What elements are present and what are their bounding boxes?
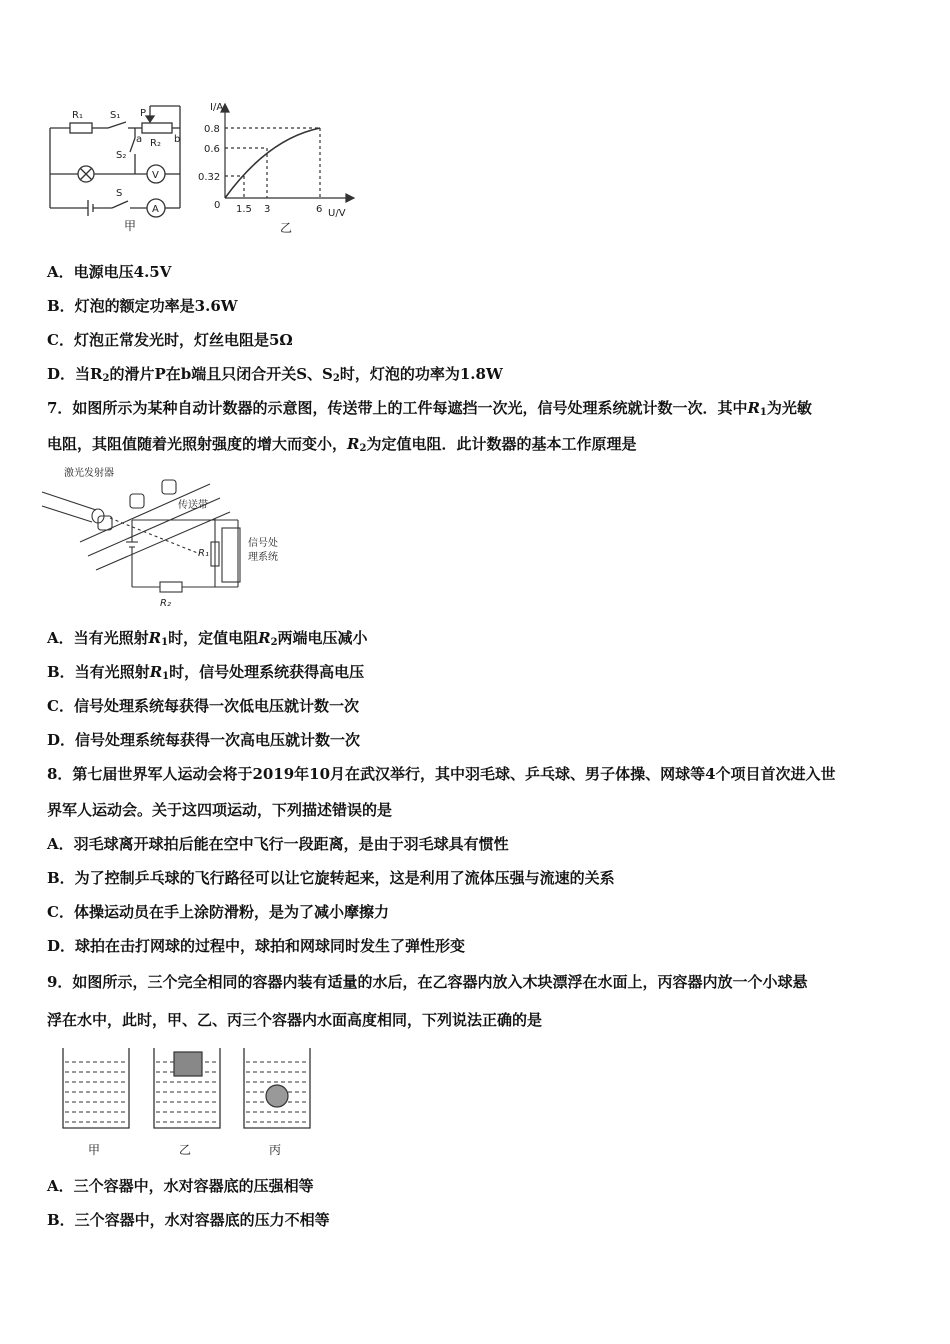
- caption-yi: 乙: [280, 221, 293, 235]
- q6-option-c: C．灯泡正常发光时，灯丝电阻是5Ω: [47, 331, 293, 349]
- graph-ytick-0.32: 0.32: [198, 172, 221, 183]
- label-s2: S₂: [116, 150, 127, 161]
- q9-stem-line1: 9．如图所示，三个完全相同的容器内装有适量的水后，在乙容器内放入木块漂浮在水面上，丙容器内放一个小球悬: [47, 973, 808, 991]
- q9-option-b: B．三个容器中，水对容器底的压力不相等: [47, 1211, 330, 1229]
- q7-stem-line1: 7．如图所示为某种自动计数器的示意图，传送带上的工件每遮挡一次光，信号处理系统就计数一次．其中$R_1$为光敏: [47, 399, 812, 418]
- circuit-and-graph-figure: [40, 98, 360, 238]
- circuit-diagram: [50, 106, 180, 217]
- workpiece: [130, 494, 144, 508]
- q6-option-b: B．灯泡的额定功率是3.6W: [47, 297, 238, 315]
- graph-xtick-6: 6: [316, 204, 323, 215]
- iu-curve: [225, 128, 320, 198]
- label-v: V: [152, 170, 159, 181]
- q8-option-b: B．为了控制乒乓球的飞行路径可以让它旋转起来，这是利用了流体压强与流速的关系: [47, 869, 615, 887]
- signal-processor: [222, 528, 240, 582]
- resistor-r2: [160, 582, 182, 592]
- graph-xtick-3: 3: [264, 204, 271, 215]
- rheostat-r2: [142, 123, 172, 133]
- graph-ytick-0.8: 0.8: [204, 124, 220, 135]
- q7-option-d: D．信号处理系统每获得一次高电压就计数一次: [47, 731, 361, 749]
- containers-figure: [55, 1046, 325, 1162]
- wooden-block: [174, 1052, 202, 1076]
- graph-xtick-1.5: 1.5: [236, 204, 252, 215]
- switch-s1: [108, 122, 126, 128]
- iu-graph: [221, 104, 354, 202]
- q7-option-a: A．当有光照射$R_1$时，定值电阻$R_2$两端电压减小: [47, 629, 368, 648]
- graph-xlabel: U/V: [328, 208, 346, 219]
- caption-jia: 甲: [124, 219, 137, 233]
- label-s: S: [116, 188, 123, 199]
- light-beam: [110, 518, 200, 554]
- graph-origin: 0: [214, 200, 221, 211]
- caption-yi: 乙: [179, 1143, 192, 1157]
- q6-option-d: D．当$R_2$的滑片P在b端且只闭合开关S、$S_2$时，灯泡的功率为1.8W: [47, 365, 503, 384]
- q6-option-a: A．电源电压4.5V: [47, 263, 172, 281]
- label-r1: R₁: [72, 110, 83, 121]
- q7-option-c: C．信号处理系统每获得一次低电压就计数一次: [47, 697, 359, 715]
- container-jia: [63, 1048, 129, 1128]
- q8-stem-line2: 界军人运动会。关于这四项运动，下列描述错误的是: [47, 801, 393, 819]
- label-a: a: [136, 134, 143, 145]
- small-ball: [266, 1085, 288, 1107]
- switch-s2: [130, 138, 135, 152]
- q8-option-c: C．体操运动员在手上涂防滑粉，是为了减小摩擦力: [47, 903, 389, 921]
- q8-option-a: A．羽毛球离开球拍后能在空中飞行一段距离，是由于羽毛球具有惯性: [47, 835, 509, 853]
- caption-bing: 丙: [269, 1143, 282, 1157]
- resistor-r1: [70, 123, 92, 133]
- label-p: P: [140, 108, 147, 119]
- q9-stem-line2: 浮在水中，此时，甲、乙、丙三个容器内水面高度相同，下列说法正确的是: [47, 1011, 543, 1029]
- label-laser: 激光发射器: [64, 468, 114, 479]
- graph-ytick-0.6: 0.6: [204, 144, 220, 155]
- workpiece: [162, 480, 176, 494]
- label-r2: R₂: [160, 598, 171, 609]
- q7-option-b: B．当有光照射$R_1$时，信号处理系统获得高电压: [47, 663, 365, 682]
- label-b: b: [174, 134, 181, 145]
- label-s1: S₁: [110, 110, 121, 121]
- label-signal-2: 理系统: [248, 552, 278, 563]
- label-signal-1: 信号处: [248, 538, 278, 549]
- label-belt: 传送带: [178, 500, 208, 511]
- label-r1: R₁: [198, 548, 209, 559]
- label-r2: R₂: [150, 138, 161, 149]
- q7-stem-line2: 电阻，其阻值随着光照射强度的增大而变小，$R_2$为定值电阻．此计数器的基本工作原理是: [47, 435, 637, 454]
- q8-option-d: D．球拍在击打网球的过程中，球拍和网球同时发生了弹性形变: [47, 937, 466, 955]
- q8-stem-line1: 8．第七届世界军人运动会将于2019年10月在武汉举行，其中羽毛球、乒乓球、男子体操、网球等4个项目首次进入世: [47, 765, 836, 783]
- conveyor-belt: [80, 484, 210, 542]
- label-a-meter: A: [152, 204, 159, 215]
- caption-jia: 甲: [88, 1143, 101, 1157]
- graph-ylabel: I/A: [210, 102, 224, 113]
- q9-option-a: A．三个容器中，水对容器底的压强相等: [47, 1177, 314, 1195]
- counter-figure: [40, 462, 310, 612]
- switch-s: [112, 201, 128, 208]
